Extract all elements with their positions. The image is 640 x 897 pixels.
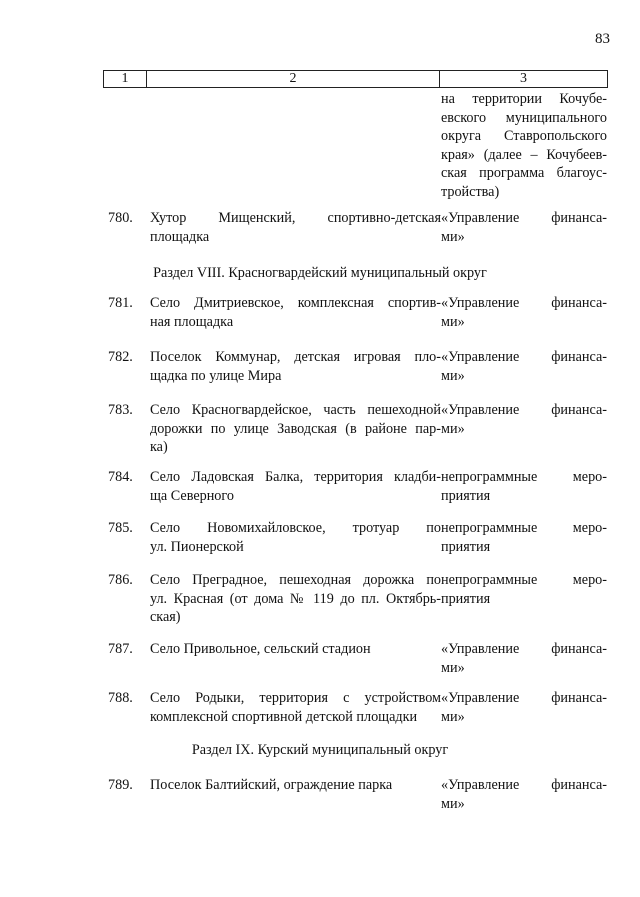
- continuation-line: округа Ставропольского: [441, 128, 607, 144]
- row-program: [441, 689, 607, 726]
- row-number: 789.: [108, 777, 133, 793]
- object-line: ская): [150, 609, 181, 625]
- row-program: [441, 401, 607, 438]
- row-program: [441, 209, 607, 246]
- row-object: [150, 689, 441, 726]
- row-program: [441, 640, 607, 677]
- program-line: приятия: [441, 590, 491, 607]
- object-line: Село Привольное, сельский стадион: [150, 641, 371, 657]
- row-number: 782.: [108, 349, 133, 365]
- program-line: ми»: [441, 659, 465, 676]
- program-line: «Управление финанса-: [441, 690, 607, 706]
- section-heading: Раздел VIII. Красногвардейский муниципальный округ: [153, 265, 487, 281]
- header-col-2: 2: [147, 71, 440, 87]
- object-line: Село Ладовская Балка, территория кладби-: [150, 469, 441, 485]
- program-line: приятия: [441, 487, 491, 504]
- object-line: ща Северного: [150, 487, 234, 504]
- row-object: [150, 294, 441, 331]
- row-object: [150, 348, 441, 385]
- object-line: Поселок Балтийский, ограждение парка: [150, 777, 393, 793]
- row-object: [150, 571, 441, 627]
- row-program: [441, 571, 607, 608]
- object-line: Село Красногвардейское, часть пешеходной: [150, 402, 441, 418]
- object-line: Поселок Коммунар, детская игровая пло-: [150, 349, 441, 365]
- program-line: «Управление финанса-: [441, 210, 607, 226]
- continuation-line: евского муниципального: [441, 109, 607, 126]
- row-number: 785.: [108, 520, 133, 536]
- object-line: Хутор Мищенский, спортивно-детская: [150, 210, 441, 226]
- program-line: «Управление финанса-: [441, 295, 607, 311]
- object-line: дорожки по улице Заводская (в районе пар-: [150, 420, 441, 437]
- program-line: «Управление финанса-: [441, 641, 607, 657]
- continuation-line: края» (далее – Кочубеев-: [441, 146, 607, 163]
- object-line: Село Новомихайловское, тротуар по: [150, 520, 441, 536]
- program-line: «Управление финанса-: [441, 777, 607, 793]
- program-line: «Управление финанса-: [441, 402, 607, 418]
- table-header: [103, 70, 608, 88]
- program-line: приятия: [441, 538, 491, 555]
- program-line: ми»: [441, 313, 465, 330]
- object-line: Село Родыки, территория с устройством: [150, 690, 441, 706]
- row-number: 784.: [108, 469, 133, 485]
- header-col-3: 3: [520, 71, 527, 86]
- row-object: [150, 519, 441, 556]
- program-line: ми»: [441, 708, 465, 725]
- row-object: [150, 776, 441, 795]
- page-number: 83: [595, 31, 610, 47]
- row-number: 783.: [108, 402, 133, 418]
- program-line: ми»: [441, 228, 465, 245]
- object-line: ул. Красная (от дома № 119 до пл. Октябрь-: [150, 590, 441, 607]
- row-program: [441, 348, 607, 385]
- row-program: [441, 468, 607, 505]
- row-object: [150, 468, 441, 505]
- row-number: 788.: [108, 690, 133, 706]
- object-line: комплексной спортивной детской площадки: [150, 708, 418, 725]
- object-line: ка): [150, 439, 168, 455]
- program-line: непрограммные меро-: [441, 520, 607, 536]
- continuation-line: на территории Кочубе-: [441, 91, 607, 107]
- object-line: Село Преградное, пешеходная дорожка по: [150, 572, 441, 588]
- object-line: Село Дмитриевское, комплексная спортив-: [150, 295, 441, 311]
- section-heading: Раздел IX. Курский муниципальный округ: [191, 742, 449, 758]
- row-program: [441, 294, 607, 331]
- row-number: 787.: [108, 641, 133, 657]
- object-line: площадка: [150, 228, 210, 245]
- row-program: [441, 776, 607, 813]
- object-line: ная площадка: [150, 313, 234, 330]
- program-line: ми»: [441, 795, 465, 812]
- program-line: непрограммные меро-: [441, 469, 607, 485]
- header-col-1: 1: [104, 71, 147, 87]
- program-line: непрограммные меро-: [441, 572, 607, 588]
- row-number: 780.: [108, 210, 133, 226]
- row-number: 786.: [108, 572, 133, 588]
- program-line: ми»: [441, 367, 465, 384]
- row-object: [150, 401, 441, 457]
- object-line: щадка по улице Мира: [150, 367, 282, 384]
- program-line: «Управление финанса-: [441, 349, 607, 365]
- object-line: ул. Пионерской: [150, 538, 244, 555]
- row-program: [441, 519, 607, 556]
- row-number: 781.: [108, 295, 133, 311]
- program-line: ми»: [441, 420, 465, 437]
- continuation-line: ская программа благоус-: [441, 165, 607, 181]
- continuation-line: тройства): [441, 183, 500, 200]
- row-object: [150, 209, 441, 246]
- row-object: [150, 640, 441, 659]
- continuation-text: [441, 90, 607, 201]
